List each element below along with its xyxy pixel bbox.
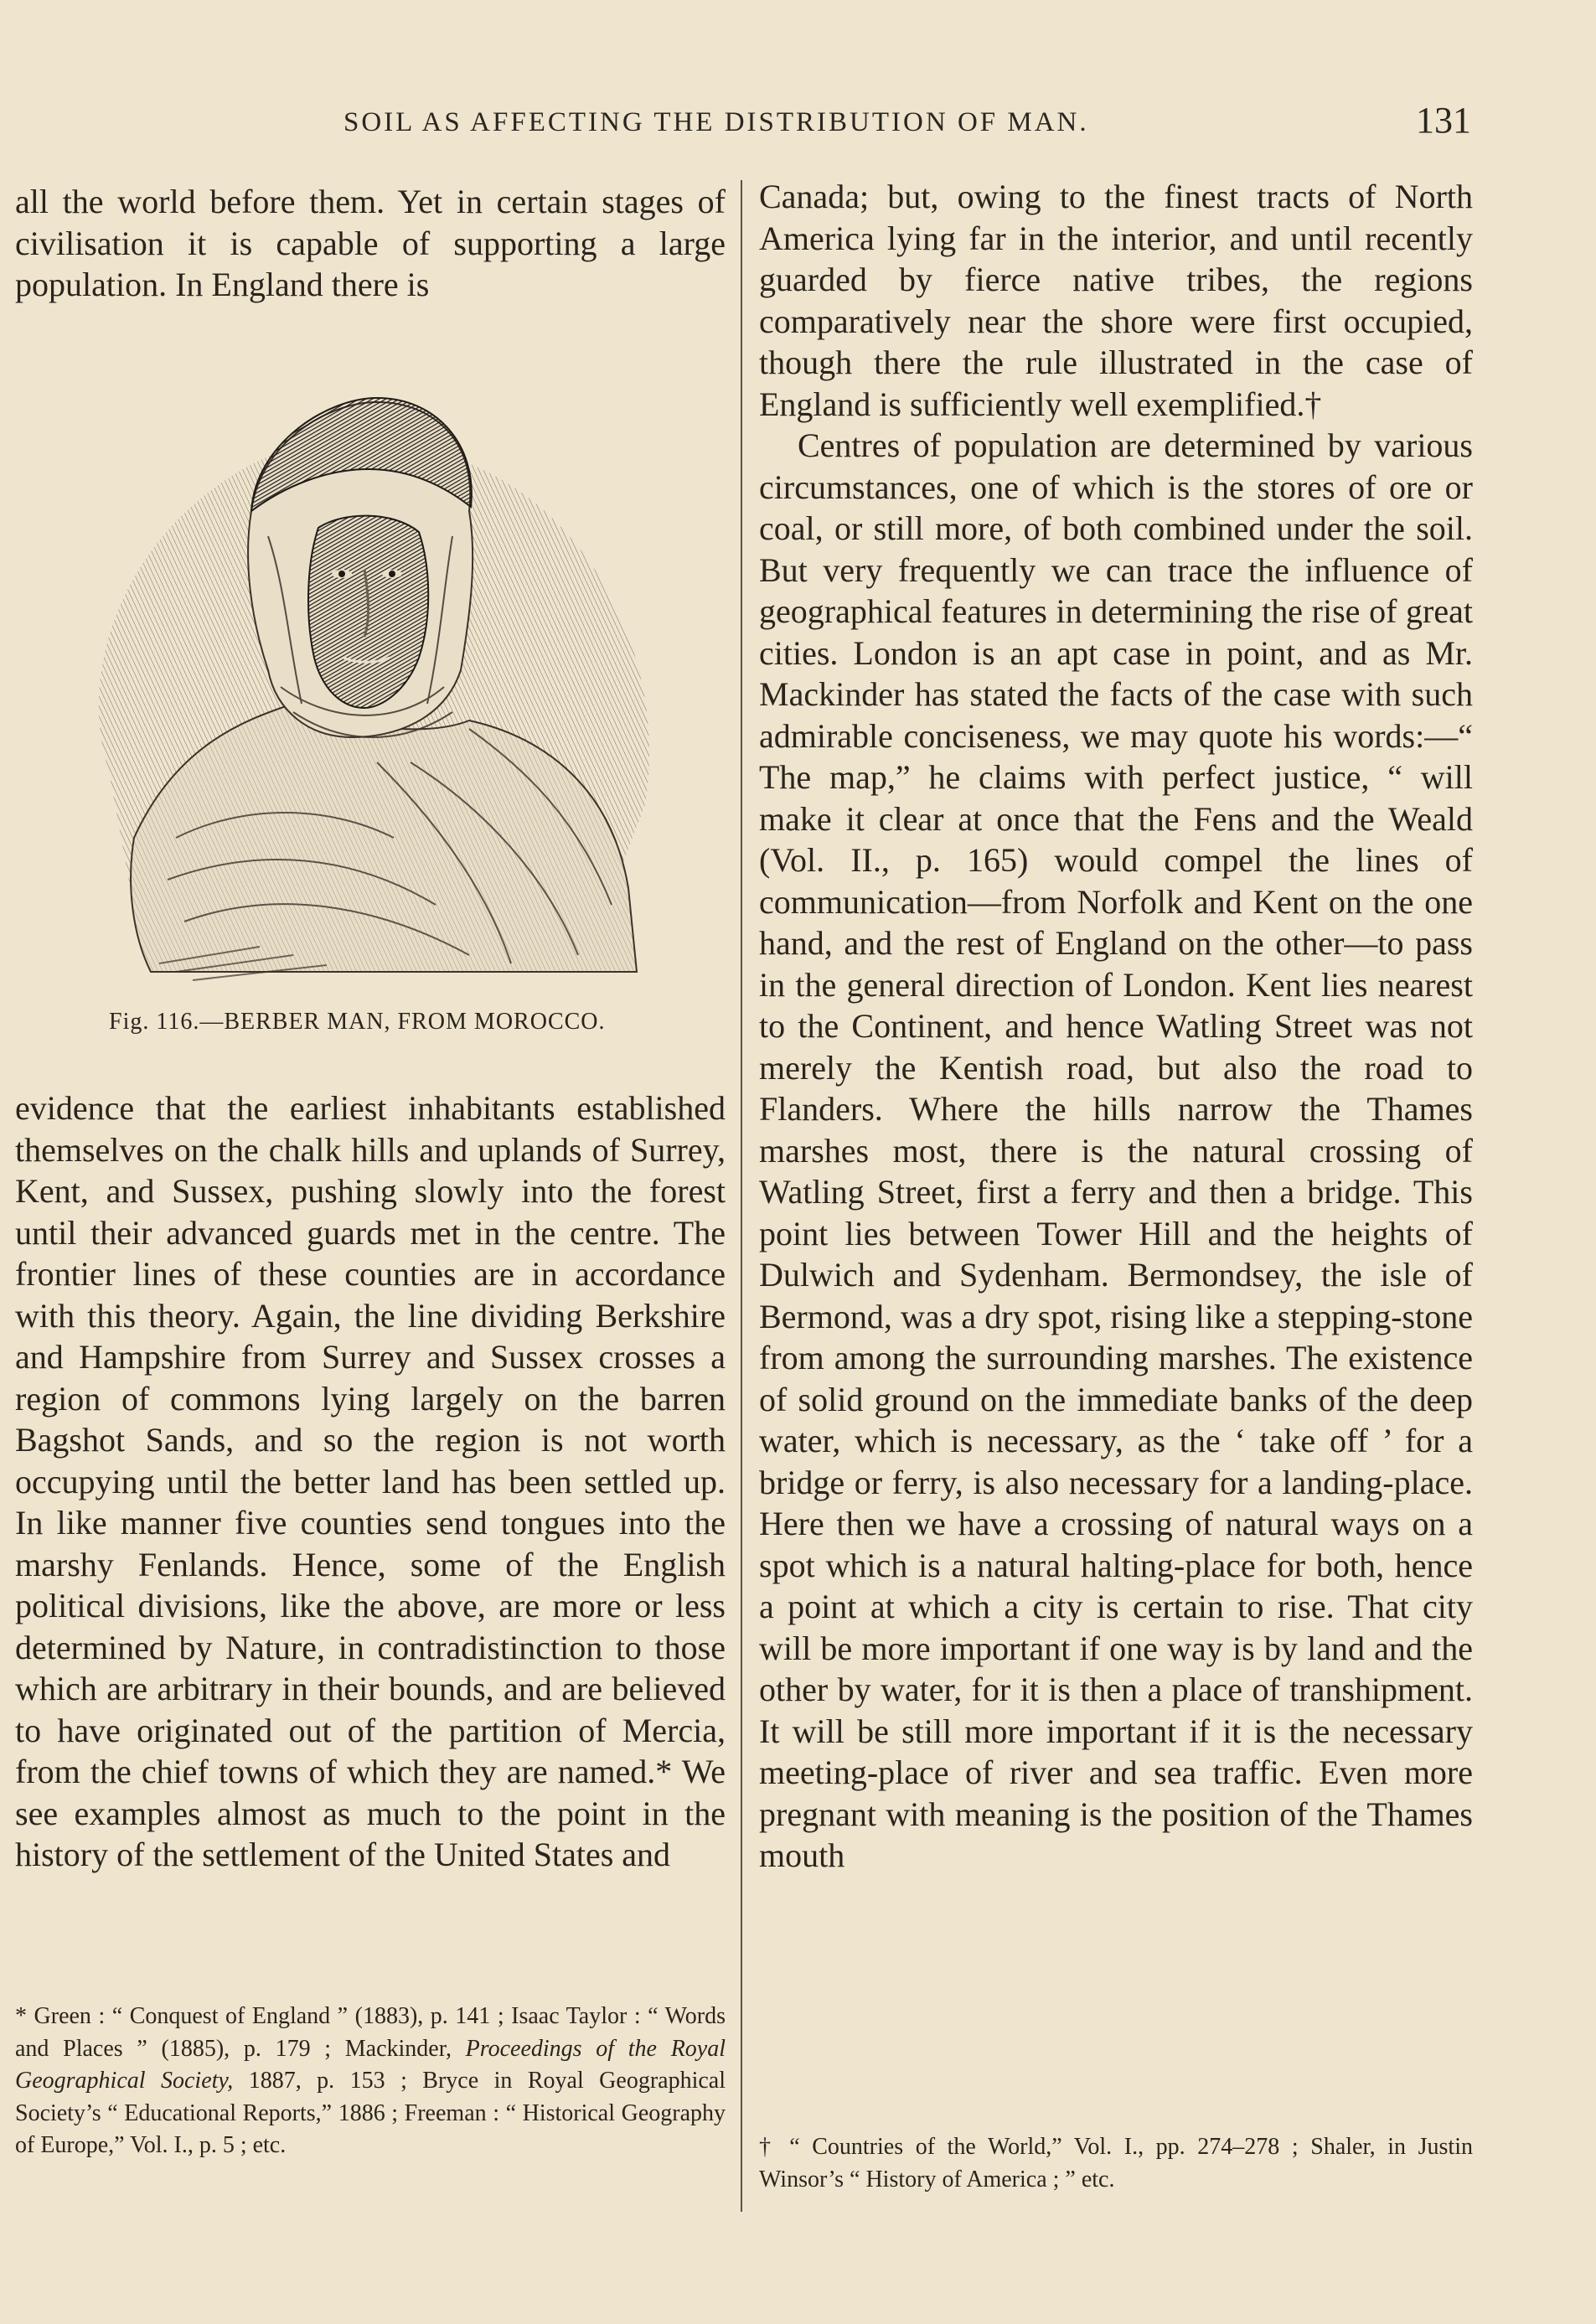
left-column-top bbox=[15, 181, 726, 306]
footnote-star-text-1: * Green : “ Conquest of England ” (1883), p. 141 ; Isaac Taylor : “ Words and Places ” (1885), p. 179 ; Mackinder, bbox=[15, 2003, 726, 2062]
left-paragraph-2: evidence that the earliest inhabitants established themselves on the chalk hills and uplands of Surrey, Kent, and Sussex, pushing slowly into the forest until their advanced guards met in the centre. The frontier lines of these counties are in accordance with this theory. Again, the line dividing Berkshire and Hampshire from Surrey and Sussex crosses a region of commons lying largely on the barren Bagshot Sands, and so the region is not worth occupying until the better land has been settled up. In like manner five counties send tongues into the marshy Fenlands. Hence, some of the English political divisions, like the above, are more or less determined by Nature, in contradistinction to those which are arbitrary in their bounds, and are believed to have originated out of the partition of Mercia, from the chief towns of which they are named.* We see examples almost as much to the point in the history of the settlement of the United States and bbox=[15, 1089, 726, 1873]
right-paragraph-2: Centres of population are determined by various circumstances, one of which is the stores of ore or coal, or still more, of both combined under the soil. But very frequently we can trace the influence of geographical features in determining the rise of great cities. London is an apt case in point, and as Mr. Mackinder has stated the facts of the case with such admirable conciseness, we may quote his words:—“ The map,” he claims with perfect justice, “ will make it clear at once that the Fens and the Weald (Vol. II., p. 165) would compel the lines of communication—from Norfolk and Kent on the one hand, and the rest of England on the other—to pass in the general direction of London. Kent lies nearest to the Continent, and hence Watling Street was not merely the Kentish road, but also the road to Flanders. Where the hills narrow the Thames marshes most, there is the natural crossing of Watling Street, first a ferry and then a bridge. This point lies between Tower Hill and the heights of Dulwich and Sydenham. Bermondsey, the isle of Bermond, was a dry spot, rising like a stepping-stone from among the surrounding marshes. The existence of solid ground on the immediate banks of the deep water, which is necessary, as the ‘ take off ’ for a bridge or ferry, is also necessary for a landing-place. Here then we have a crossing of natural ways on a spot which is a natural halting-place for both, hence a point at which a city is certain to rise. That city will be more important if one way is by land and the other by water, for it is then a place of transhipment. It will be still more important if it is the necessary meeting-place of river and sea traffic. Even more pregnant with meaning is the position of the Thames mouth bbox=[759, 426, 1473, 1874]
right-paragraph-1: Canada; but, owing to the finest tracts of North America lying far in the interior, and until recently guarded by fierce native tribes, the regions comparatively near the shore were first occupied, though there the rule illustrated in the case of England is sufficiently well exemplified.† bbox=[759, 178, 1473, 423]
column-divider bbox=[741, 180, 742, 2212]
running-title: SOIL AS AFFECTING THE DISTRIBUTION OF MAN. bbox=[343, 107, 1089, 137]
engraving-portrait-icon bbox=[75, 369, 679, 989]
right-column bbox=[759, 176, 1473, 1877]
running-head bbox=[0, 99, 1596, 149]
left-column-bottom bbox=[15, 1087, 726, 1876]
footnote-star-italic: Proceedings of the Royal Geographical Society, bbox=[15, 2035, 726, 2094]
page-number: 131 bbox=[1416, 100, 1471, 141]
footnote-dagger: † “ Countries of the World,” Vol. I., pp. 274–278 ; Shaler, in Justin Winsor’s “ History of America ; ” etc. bbox=[759, 2134, 1473, 2192]
figure-caption: Fig. 116.—BERBER MAN, FROM MOROCCO. bbox=[109, 1009, 606, 1035]
footnote-star bbox=[15, 2001, 726, 2162]
figure-berber-man bbox=[75, 369, 679, 989]
left-footnote bbox=[15, 2001, 726, 2162]
footnote-star-text-2: 1887, p. 153 ; Bryce in Royal Geographical Society’s “ Educational Reports,” 1886 ; Freeman : “ Historical Geography of Europe,” Vol. I., p. 5 ; etc. bbox=[15, 2068, 726, 2158]
right-footnote bbox=[759, 2131, 1473, 2196]
left-paragraph-1: all the world before them. Yet in certain stages of civilisation it is capable of supporting a large population. In England there is bbox=[15, 183, 726, 303]
